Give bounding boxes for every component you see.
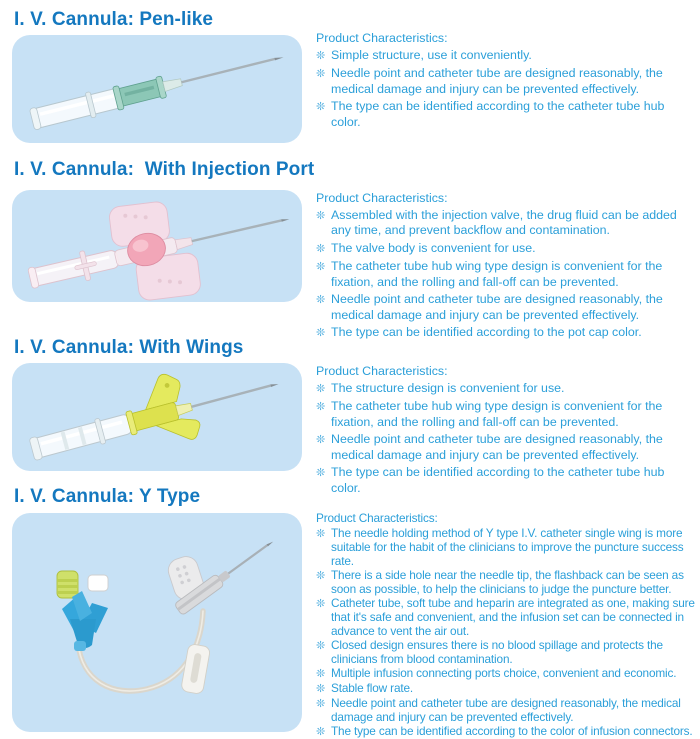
- needle-holder: [151, 513, 277, 616]
- characteristic-text: Multiple infusion connecting ports choice, convenient and economic.: [331, 666, 677, 680]
- characteristics-list: [316, 526, 700, 739]
- characteristic-item: [316, 48, 690, 65]
- section-title-pen-like: I. V. Cannula: Pen-like: [14, 9, 214, 30]
- characteristic-text: The catheter tube hub wing type design is convenient for the fixation, and the rolling and fall-off can be prevented.: [331, 399, 663, 429]
- characteristic-item: [316, 259, 694, 290]
- characteristic-item: [316, 208, 694, 239]
- characteristic-text: The valve body is convenient for use.: [331, 240, 536, 255]
- section-title-y-type: I. V. Cannula: Y Type: [14, 486, 201, 507]
- characteristic-text: The type can be identified according to the catheter tube hub color.: [331, 99, 665, 129]
- snowflake-bullet-icon: ❊: [316, 434, 326, 446]
- characteristics-block-injection-port: [316, 191, 694, 344]
- characteristics-block-pen-like: [316, 31, 690, 132]
- section-title-with-wings: I. V. Cannula: With Wings: [14, 337, 244, 358]
- winged-cannula-image: [12, 363, 302, 471]
- characteristic-text: The needle holding method of Y type I.V. catheter single wing is more suitable for the habit of the clinicians to improve the puncture success rate.: [331, 526, 684, 568]
- characteristic-item: [316, 399, 696, 430]
- characteristic-item: [316, 666, 700, 681]
- characteristic-item: [316, 292, 694, 323]
- snowflake-bullet-icon: ❊: [316, 668, 326, 680]
- characteristic-item: [316, 465, 696, 496]
- characteristic-item: [316, 99, 690, 130]
- snowflake-bullet-icon: ❊: [316, 570, 326, 582]
- snowflake-bullet-icon: ❊: [316, 327, 326, 339]
- characteristics-label: Product Characteristics:: [316, 31, 448, 45]
- snowflake-bullet-icon: ❊: [316, 698, 326, 710]
- characteristic-item: [316, 432, 696, 463]
- pen-like-cannula-image: [12, 35, 302, 143]
- characteristic-item: [316, 596, 700, 638]
- characteristic-text: Simple structure, use it conveniently.: [331, 47, 532, 62]
- snowflake-bullet-icon: ❊: [316, 382, 326, 395]
- characteristic-text: The structure design is convenient for use.: [331, 380, 565, 395]
- snowflake-bullet-icon: ❊: [316, 209, 326, 222]
- characteristics-list: [316, 381, 696, 497]
- characteristics-list: [316, 48, 690, 131]
- characteristic-item: [316, 66, 690, 97]
- characteristic-text: Needle point and catheter tube are designed reasonably, the medical damage and injury can be prevented effectively.: [331, 66, 663, 96]
- snowflake-bullet-icon: ❊: [316, 401, 326, 413]
- characteristic-text: The catheter tube hub wing type design is convenient for the fixation, and the rolling and fall-off can be prevented.: [331, 259, 663, 289]
- characteristic-item: [316, 568, 700, 596]
- tube-clamp: [181, 643, 211, 694]
- snowflake-bullet-icon: ❊: [316, 101, 326, 113]
- characteristic-item: [316, 696, 700, 724]
- snowflake-bullet-icon: ❊: [316, 528, 326, 540]
- characteristic-item: [316, 724, 700, 739]
- characteristics-list: [316, 208, 694, 342]
- characteristic-text: Needle point and catheter tube are designed reasonably, the medical damage and injury can be prevented effectively.: [331, 696, 681, 724]
- snowflake-bullet-icon: ❊: [316, 294, 326, 306]
- snowflake-bullet-icon: ❊: [316, 261, 326, 273]
- injection-port-cannula-image: [12, 190, 302, 302]
- product-photo-panel-pen-like: [12, 35, 302, 143]
- snowflake-bullet-icon: ❊: [316, 683, 326, 695]
- characteristic-item: [316, 381, 696, 398]
- snowflake-bullet-icon: ❊: [316, 49, 326, 62]
- characteristics-block-y-type: [316, 511, 700, 739]
- characteristic-item: [316, 325, 694, 342]
- product-photo-panel-with-wings: [12, 363, 302, 471]
- snowflake-bullet-icon: ❊: [316, 467, 326, 479]
- characteristics-label: Product Characteristics:: [316, 191, 448, 205]
- characteristic-item: [316, 526, 700, 568]
- characteristic-text: The type can be identified according to the catheter tube hub color.: [331, 465, 665, 495]
- product-photo-panel-y-type: [12, 513, 302, 732]
- characteristic-item: [316, 241, 694, 258]
- product-photo-panel-injection-port: [12, 190, 302, 302]
- characteristic-text: There is a side hole near the needle tip, the flashback can be seen as soon as possible, to help the clinicians to judge the puncture better.: [331, 568, 684, 596]
- snowflake-bullet-icon: ❊: [316, 242, 326, 255]
- characteristic-item: [316, 638, 700, 666]
- characteristic-text: The type can be identified according to the pot cap color.: [331, 325, 642, 339]
- characteristic-text: Needle point and catheter tube are designed reasonably, the medical damage and injury can be prevented effectively.: [331, 432, 663, 462]
- characteristics-block-with-wings: [316, 364, 696, 498]
- y-connector: [57, 571, 108, 651]
- y-type-cannula-image: [12, 513, 302, 732]
- snowflake-bullet-icon: ❊: [316, 68, 326, 80]
- characteristic-text: Assembled with the injection valve, the drug fluid can be added any time, and prevent backflow and contamination.: [331, 207, 677, 237]
- characteristic-text: Closed design ensures there is no blood spillage and protects the clinicians from blood contamination.: [331, 638, 663, 666]
- characteristic-text: Catheter tube, soft tube and heparin are integrated as one, making sure that it's safe and convenient, and the infusion set can be connected in advance to vent the air out.: [331, 596, 695, 638]
- characteristic-text: Stable flow rate.: [331, 681, 414, 695]
- characteristic-item: [316, 681, 700, 696]
- snowflake-bullet-icon: ❊: [316, 598, 326, 610]
- characteristic-text: The type can be identified according to the color of infusion connectors.: [331, 724, 693, 738]
- snowflake-bullet-icon: ❊: [316, 640, 326, 652]
- section-title-injection-port: I. V. Cannula: With Injection Port: [14, 159, 315, 180]
- characteristic-text: Needle point and catheter tube are designed reasonably, the medical damage and injury can be prevented effectively.: [331, 292, 663, 322]
- characteristics-label: Product Characteristics:: [316, 364, 448, 378]
- snowflake-bullet-icon: ❊: [316, 726, 326, 738]
- characteristics-label: Product Characteristics:: [316, 511, 438, 525]
